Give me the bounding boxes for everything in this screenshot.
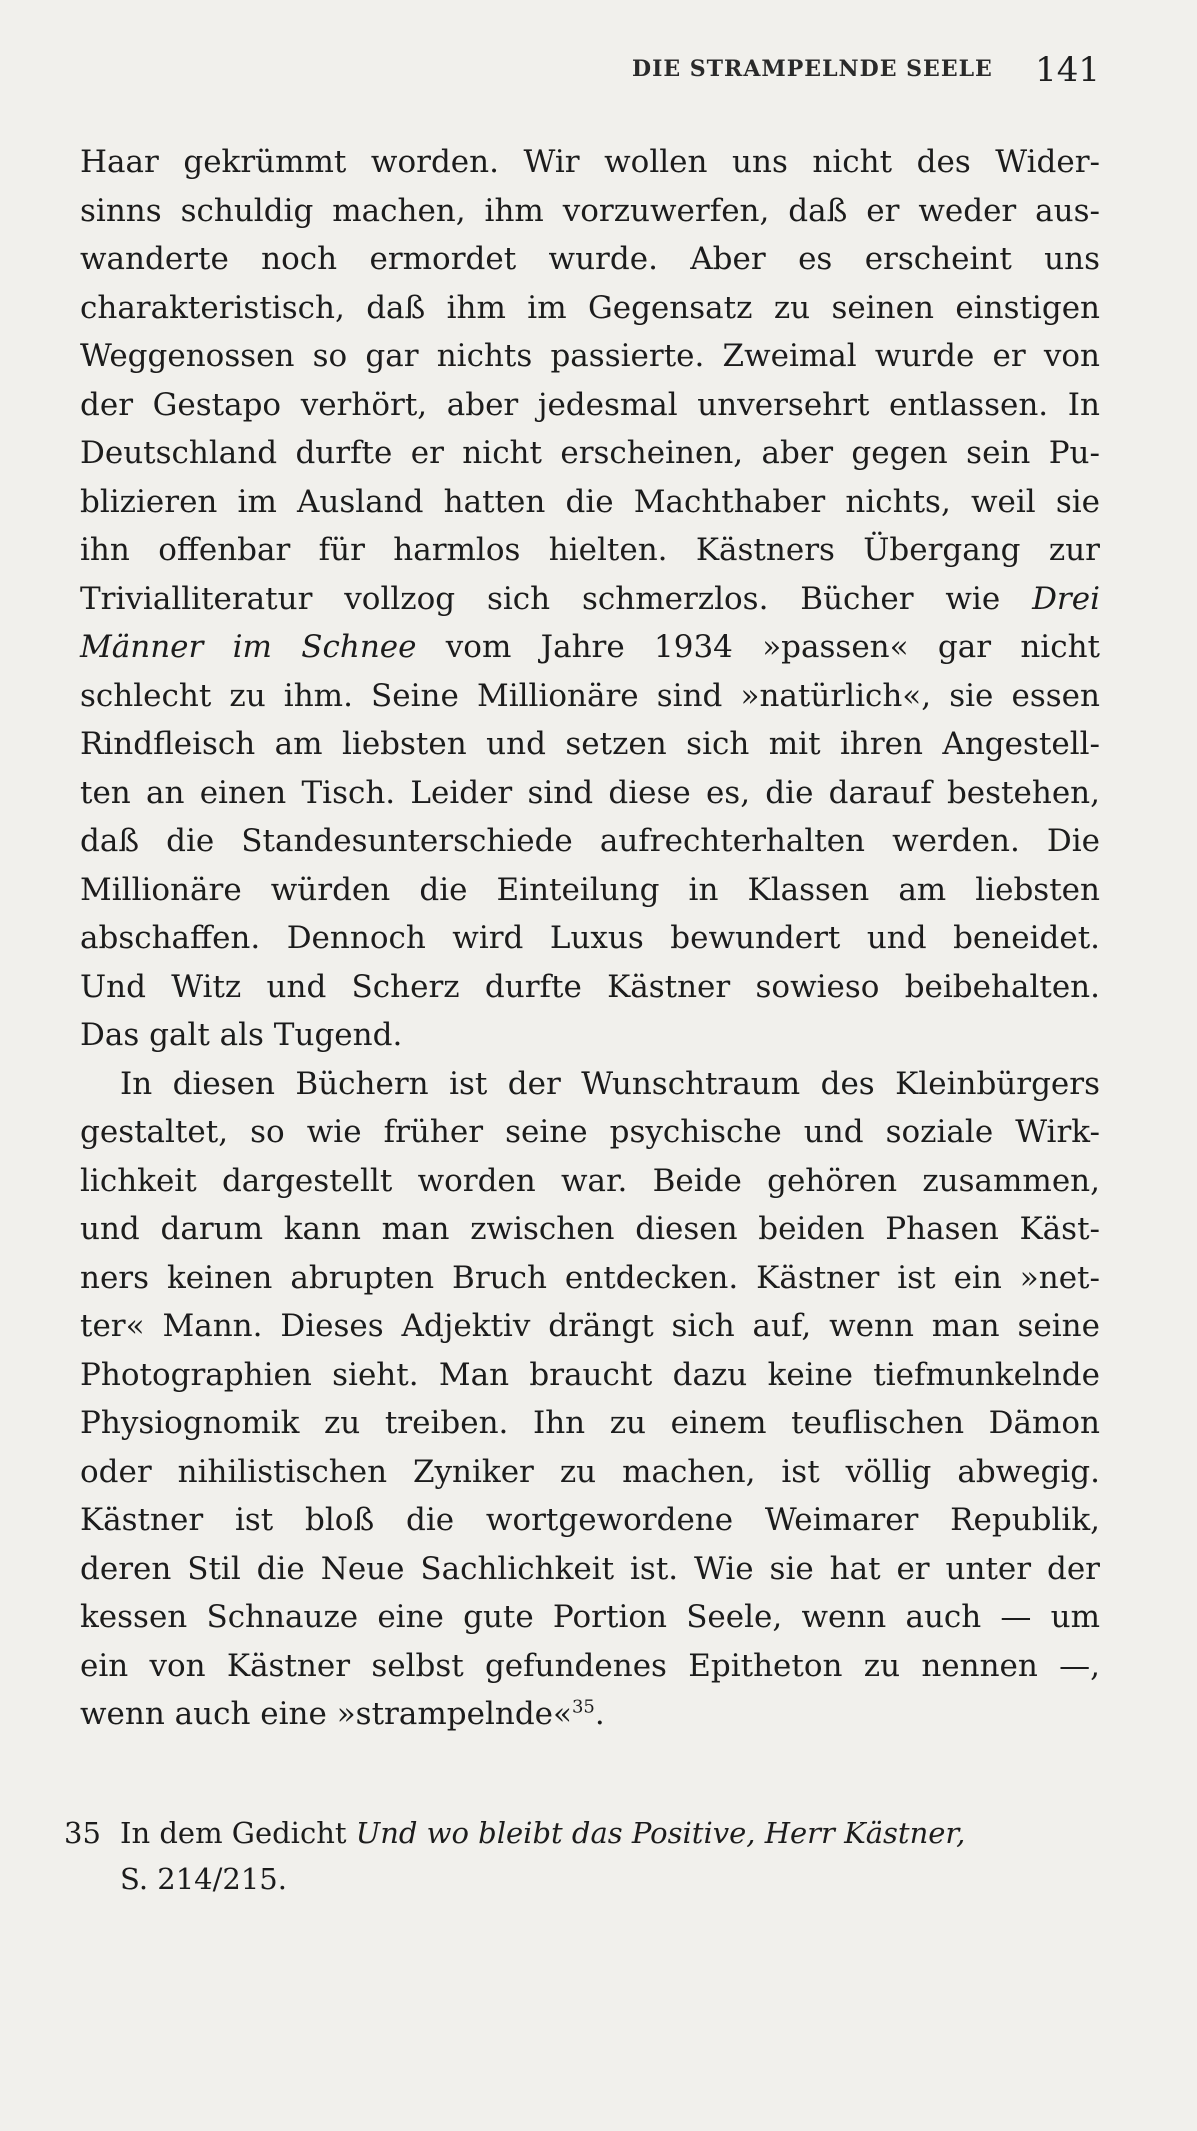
endnote-marker: 35 [571,1696,595,1718]
page-number: 141 [1035,50,1100,90]
running-head [600,50,1100,120]
body-text [80,138,1100,1739]
text-line: ners keinen abrupten Bruch entdecken. Kästner ist ein »net- [80,1259,1100,1296]
text-line: ten an einen Tisch. Leider sind diese es, die darauf bestehen, [80,774,1100,811]
text-line: Physiognomik zu treiben. Ihn zu einem teuflischen Dämon [80,1405,1100,1441]
footnote-number: 35 [64,1816,101,1850]
text-line: Rindfleisch am liebsten und setzen sich mit ihren Angestell- [80,726,1100,762]
final-period: . [594,1696,605,1732]
text-line: Und Witz und Scherz durfte Kästner sowieso beibehalten. [80,968,1100,1005]
text-line: und darum kann man zwischen diesen beiden Phasen Käst- [80,1211,1100,1247]
text-line: Photographien sieht. Man braucht dazu keine tiefmunkelnde [80,1356,1100,1393]
footnote-lead: In dem Gedicht [120,1816,347,1850]
text-line: Millionäre würden die Einteilung in Klassen am liebsten [80,871,1100,908]
italic-title-word: im Schnee [232,629,417,665]
footnote [64,1810,1104,1902]
text-line-with-italic [80,623,1100,672]
text-line: Weggenossen so gar nichts passierte. Zweimal wurde er von [80,338,1100,374]
italic-title-word: Drei [1032,580,1100,617]
text-line: Haar gekrümmt worden. Wir wollen uns nicht des Wider- [80,144,1100,180]
text-line: wanderte noch ermordet wurde. Aber es erscheint uns [80,241,1100,277]
text-line: oder nihilistischen Zyniker zu machen, ist völlig abwegig. [80,1453,1100,1490]
text-line: ein von Kästner selbst gefundenes Epitheton zu nennen —, [80,1647,1100,1684]
text-line: blizieren im Ausland hatten die Machthaber nichts, weil sie [80,483,1100,520]
text-line: lichkeit dargestellt worden war. Beide gehören zusammen, [80,1162,1100,1199]
line-text: Trivialliteratur vollzog sich schmerzlos. Bücher wie [80,580,1001,617]
text-line: schlecht zu ihm. Seine Millionäre sind »natürlich«, sie essen [80,677,1100,714]
line-text: wenn auch eine »strampelnde« [80,1696,572,1732]
text-line: sinns schuldig machen, ihm vorzuwerfen, daß er weder aus- [80,192,1100,229]
text-line: Das galt als Tugend. [80,1017,403,1053]
text-line: der Gestapo verhört, aber jedesmal unversehrt entlassen. In [80,386,1100,423]
text-line-with-italic [80,575,1100,624]
text-line: daß die Standesunterschiede aufrechterhalten werden. Die [80,823,1100,859]
italic-title-word: Männer [80,629,204,665]
text-line: ihn offenbar für harmlos hielten. Kästners Übergang zur [80,532,1100,568]
text-line: Kästner ist bloß die wortgewordene Weimarer Republik, [80,1502,1100,1538]
footnote-italic-title: Und wo bleibt das Positive, Herr Kästner, [355,1816,966,1850]
text-line: ter« Mann. Dieses Adjektiv drängt sich auf, wenn man seine [80,1308,1100,1344]
footnote-continuation: S. 214/215. [120,1862,287,1896]
text-line: Deutschland durfte er nicht erscheinen, aber gegen sein Pu- [80,435,1100,471]
footnote-line [64,1810,1104,1856]
running-title: DIE STRAMPELNDE SEELE [632,56,993,82]
text-line: kessen Schnauze eine gute Portion Seele, wenn auch — um [80,1599,1100,1635]
line-text: vom Jahre 1934 »passen« gar nicht [445,629,1101,665]
text-line: charakteristisch, daß ihm im Gegensatz zu seinen einstigen [80,289,1100,326]
text-line: gestaltet, so wie früher seine psychische und soziale Wirk- [80,1114,1100,1150]
text-line: In diesen Büchern ist der Wunschtraum des Kleinbürgers [120,1065,1100,1102]
text-line: abschaffen. Dennoch wird Luxus bewundert und beneidet. [80,920,1100,956]
text-line: deren Stil die Neue Sachlichkeit ist. Wie sie hat er unter der [80,1550,1100,1587]
text-line-final [80,1690,1100,1739]
